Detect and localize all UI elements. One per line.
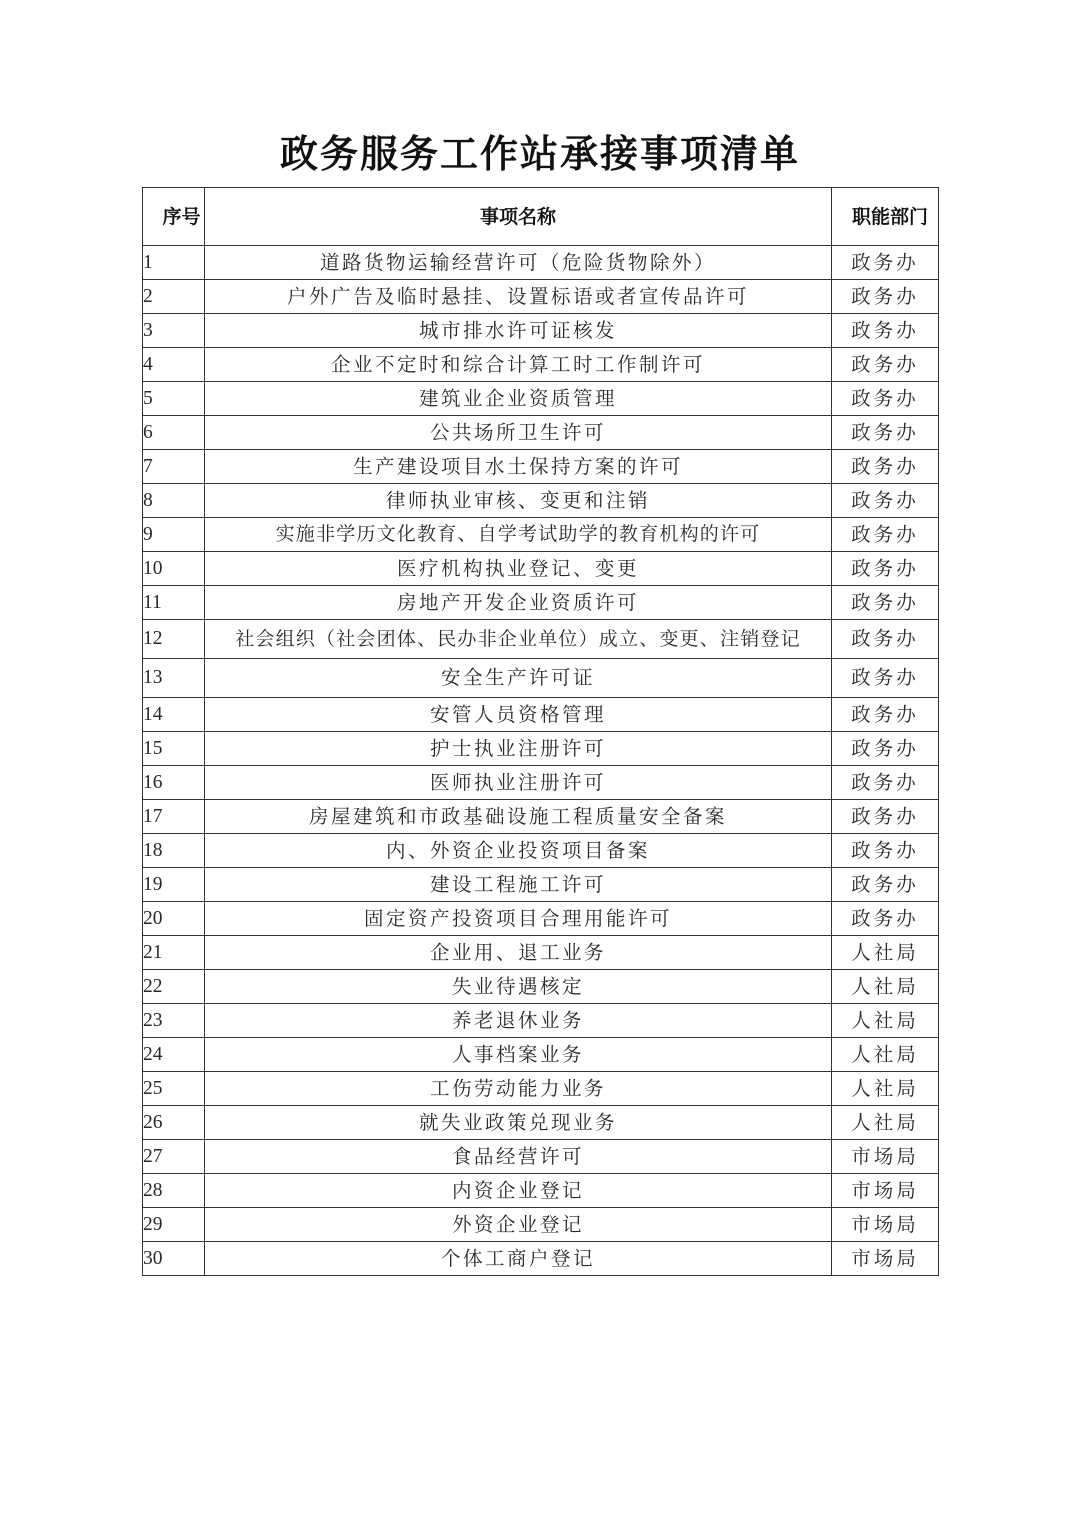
- table-row: [143, 416, 939, 450]
- department: 政务办: [832, 518, 939, 552]
- row-number: 12: [143, 620, 205, 659]
- item-name: 企业不定时和综合计算工时工作制许可: [205, 348, 832, 382]
- department: 政务办: [832, 698, 939, 732]
- table-row: [143, 518, 939, 552]
- page-title: 政务服务工作站承接事项清单: [279, 131, 800, 176]
- item-name: 公共场所卫生许可: [205, 416, 832, 450]
- row-number: 27: [143, 1140, 205, 1174]
- item-name: 固定资产投资项目合理用能许可: [205, 902, 832, 936]
- table-row: [143, 1174, 939, 1208]
- table-row: [143, 1140, 939, 1174]
- table-row: [143, 484, 939, 518]
- department: 政务办: [832, 314, 939, 348]
- department: 人社局: [832, 1038, 939, 1072]
- header-no-label: 序号: [162, 205, 201, 228]
- item-name: 安管人员资格管理: [205, 698, 832, 732]
- item-name: 内、外资企业投资项目备案: [205, 834, 832, 868]
- row-number: 25: [143, 1072, 205, 1106]
- department: 政务办: [832, 620, 939, 659]
- table-row: [143, 936, 939, 970]
- table-body: [143, 246, 939, 1276]
- table-row: [143, 586, 939, 620]
- header-dept-label: 职能部门: [852, 205, 929, 228]
- department: 政务办: [832, 586, 939, 620]
- department: 政务办: [832, 732, 939, 766]
- row-number: 2: [143, 280, 205, 314]
- item-name: 人事档案业务: [205, 1038, 832, 1072]
- item-name: 安全生产许可证: [205, 659, 832, 698]
- department: 政务办: [832, 484, 939, 518]
- department: 政务办: [832, 902, 939, 936]
- item-name: 道路货物运输经营许可（危险货物除外）: [205, 246, 832, 280]
- department: 人社局: [832, 1004, 939, 1038]
- row-number: 14: [143, 698, 205, 732]
- row-number: 28: [143, 1174, 205, 1208]
- item-name: 实施非学历文化教育、自学考试助学的教育机构的许可: [205, 518, 832, 552]
- table-row: [143, 732, 939, 766]
- table-row: [143, 348, 939, 382]
- header-cell-no: [143, 188, 205, 246]
- item-name: 医师执业注册许可: [205, 766, 832, 800]
- item-name: 房屋建筑和市政基础设施工程质量安全备案: [205, 800, 832, 834]
- table-row: [143, 1072, 939, 1106]
- table-row: [143, 1106, 939, 1140]
- row-number: 15: [143, 732, 205, 766]
- item-name: 护士执业注册许可: [205, 732, 832, 766]
- items-table: [142, 187, 939, 1276]
- department: 人社局: [832, 970, 939, 1004]
- department: 人社局: [832, 1106, 939, 1140]
- table-row: [143, 659, 939, 698]
- table-row: [143, 450, 939, 484]
- department: 政务办: [832, 868, 939, 902]
- table-row: [143, 382, 939, 416]
- department: 政务办: [832, 766, 939, 800]
- item-name: 城市排水许可证核发: [205, 314, 832, 348]
- row-number: 17: [143, 800, 205, 834]
- department: 政务办: [832, 800, 939, 834]
- department: 政务办: [832, 246, 939, 280]
- header-name-label: 事项名称: [479, 205, 556, 228]
- department: 人社局: [832, 936, 939, 970]
- department: 政务办: [832, 382, 939, 416]
- item-name: 社会组织（社会团体、民办非企业单位）成立、变更、注销登记: [205, 620, 832, 659]
- row-number: 4: [143, 348, 205, 382]
- row-number: 22: [143, 970, 205, 1004]
- table-row: [143, 280, 939, 314]
- row-number: 3: [143, 314, 205, 348]
- item-name: 房地产开发企业资质许可: [205, 586, 832, 620]
- row-number: 18: [143, 834, 205, 868]
- table-row: [143, 1004, 939, 1038]
- table-row: [143, 868, 939, 902]
- row-number: 10: [143, 552, 205, 586]
- item-name: 建设工程施工许可: [205, 868, 832, 902]
- row-number: 9: [143, 518, 205, 552]
- item-name: 就失业政策兑现业务: [205, 1106, 832, 1140]
- table-row: [143, 698, 939, 732]
- department: 市场局: [832, 1242, 939, 1276]
- table-row: [143, 552, 939, 586]
- table-row: [143, 766, 939, 800]
- item-name: 养老退休业务: [205, 1004, 832, 1038]
- row-number: 23: [143, 1004, 205, 1038]
- header-cell-name: [205, 188, 832, 246]
- row-number: 7: [143, 450, 205, 484]
- row-number: 13: [143, 659, 205, 698]
- table-row: [143, 970, 939, 1004]
- item-name: 医疗机构执业登记、变更: [205, 552, 832, 586]
- row-number: 11: [143, 586, 205, 620]
- table-row: [143, 246, 939, 280]
- department: 市场局: [832, 1140, 939, 1174]
- item-name: 内资企业登记: [205, 1174, 832, 1208]
- item-name: 建筑业企业资质管理: [205, 382, 832, 416]
- table-row: [143, 314, 939, 348]
- header-row: [143, 188, 939, 246]
- table-row: [143, 1242, 939, 1276]
- department: 人社局: [832, 1072, 939, 1106]
- row-number: 19: [143, 868, 205, 902]
- department: 政务办: [832, 416, 939, 450]
- table-row: [143, 1038, 939, 1072]
- row-number: 1: [143, 246, 205, 280]
- row-number: 20: [143, 902, 205, 936]
- department: 政务办: [832, 280, 939, 314]
- row-number: 16: [143, 766, 205, 800]
- table-header: [143, 188, 939, 246]
- item-name: 企业用、退工业务: [205, 936, 832, 970]
- item-name: 律师执业审核、变更和注销: [205, 484, 832, 518]
- row-number: 26: [143, 1106, 205, 1140]
- department: 政务办: [832, 348, 939, 382]
- item-name: 个体工商户登记: [205, 1242, 832, 1276]
- department: 政务办: [832, 834, 939, 868]
- table-row: [143, 902, 939, 936]
- row-number: 8: [143, 484, 205, 518]
- department: 政务办: [832, 659, 939, 698]
- department: 政务办: [832, 450, 939, 484]
- item-name: 失业待遇核定: [205, 970, 832, 1004]
- row-number: 24: [143, 1038, 205, 1072]
- row-number: 6: [143, 416, 205, 450]
- table-row: [143, 800, 939, 834]
- department: 政务办: [832, 552, 939, 586]
- table-row: [143, 620, 939, 659]
- item-name: 生产建设项目水土保持方案的许可: [205, 450, 832, 484]
- row-number: 5: [143, 382, 205, 416]
- table-row: [143, 834, 939, 868]
- department: 市场局: [832, 1174, 939, 1208]
- row-number: 30: [143, 1242, 205, 1276]
- row-number: 21: [143, 936, 205, 970]
- header-cell-dept: [832, 188, 939, 246]
- item-name: 外资企业登记: [205, 1208, 832, 1242]
- row-number: 29: [143, 1208, 205, 1242]
- department: 市场局: [832, 1208, 939, 1242]
- item-name: 食品经营许可: [205, 1140, 832, 1174]
- item-name: 工伤劳动能力业务: [205, 1072, 832, 1106]
- item-name: 户外广告及临时悬挂、设置标语或者宣传品许可: [205, 280, 832, 314]
- table-row: [143, 1208, 939, 1242]
